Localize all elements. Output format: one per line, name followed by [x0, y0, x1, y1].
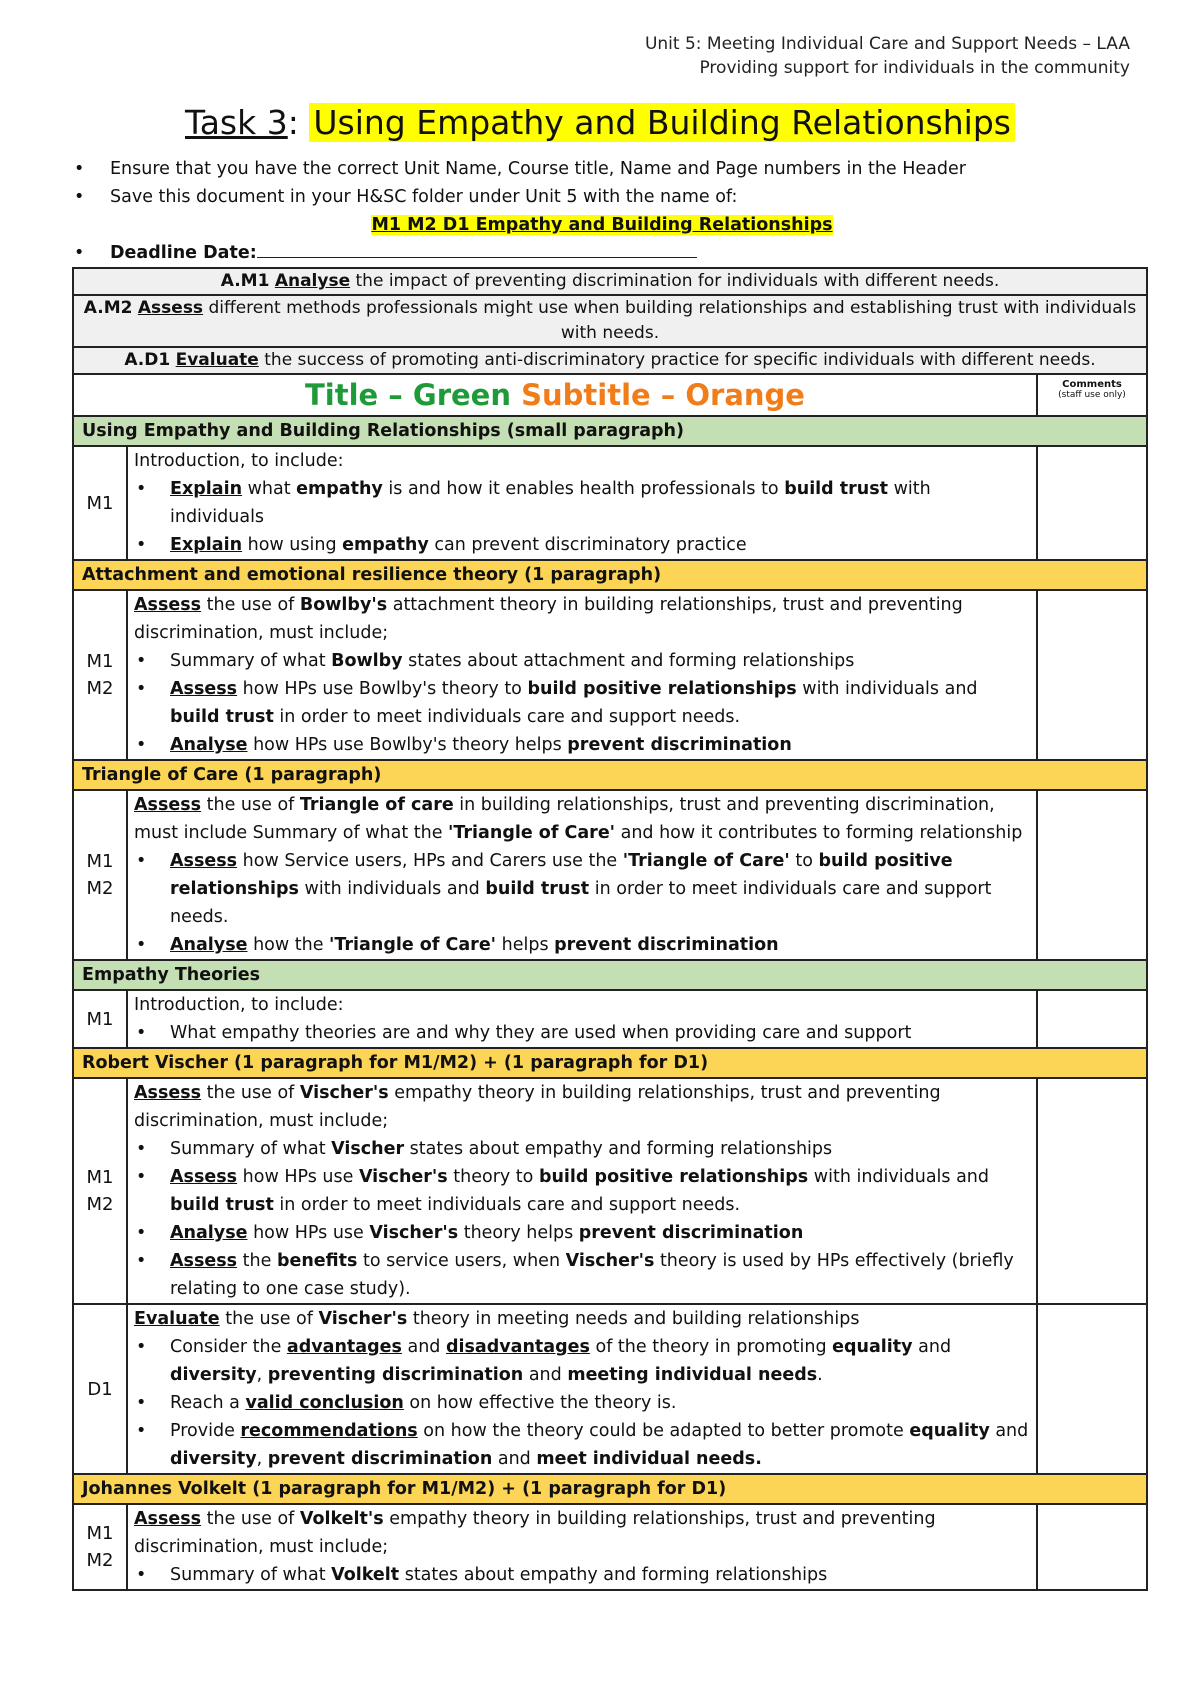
- list-item: • Assess how HPs use Vischer's theory to build positive relationships with individuals and build trust in order to meet individuals care and support needs.: [134, 1163, 1030, 1219]
- criteria-text: different methods professionals might use when building relationships and establishing trust with individuals with needs.: [203, 298, 1137, 343]
- list-item: • Summary of what Bowlby states about attachment and forming relationships: [134, 647, 1030, 675]
- task-table: [72, 373, 1148, 1591]
- section-heading: Johannes Volkelt (1 paragraph for M1/M2) + (1 paragraph for D1): [73, 1474, 1147, 1504]
- list-item: • Reach a valid conclusion on how effective the theory is.: [134, 1389, 1030, 1417]
- criteria-code: A.D1: [124, 350, 171, 370]
- task-number: Task 3: [185, 103, 288, 142]
- instruction-save: • Save this document in your H&SC folder under Unit 5 with the name of:: [74, 183, 1130, 211]
- criteria-verb: Evaluate: [175, 350, 259, 370]
- criteria-code: M1 M2: [73, 1504, 127, 1590]
- page-header: [645, 32, 1130, 80]
- comments-cell[interactable]: [1037, 990, 1147, 1048]
- title-colon: :: [287, 103, 299, 142]
- comments-cell[interactable]: [1037, 790, 1147, 960]
- comments-header: Comments (staff use only): [1037, 374, 1147, 416]
- header-subtitle-line: Providing support for individuals in the community: [699, 58, 1130, 78]
- instruction-header: • Ensure that you have the correct Unit Name, Course title, Name and Page numbers in the Header: [74, 155, 1130, 183]
- criteria-text: the impact of preventing discrimination for individuals with different needs.: [350, 271, 1000, 291]
- list-item: • What empathy theories are and why they are used when providing care and support: [134, 1019, 1030, 1047]
- deadline-label: Deadline Date:: [110, 243, 257, 263]
- title-green-key: Title – Green: [305, 378, 511, 412]
- section-row: M1 M2 Assess the use of Triangle of care in building relationships, trust and preventing discrimination, must include Summary of what the 'Triangle of Care' and how it contributes to forming relationship • Assess how Service users, HPs and Carers use the 'Triangle of Care' to build positive relationships with individuals and build trust in order to meet individuals care and support needs. • Analyse how the 'Triangle of Care' helps prevent discrimination: [73, 790, 1147, 960]
- criteria-code: D1: [73, 1304, 127, 1474]
- instruction-doc-name: [74, 211, 1130, 239]
- section-row: M1 Introduction, to include: • Explain what empathy is and how it enables health professionals to build trust with individuals • Explain how using empathy can prevent discriminatory practice: [73, 446, 1147, 560]
- section-heading: Empathy Theories: [73, 960, 1147, 990]
- section-row: M1 M2 Assess the use of Bowlby's attachment theory in building relationships, trust and preventing discrimination, must include; • Summary of what Bowlby states about attachment and forming relationships • Assess how HPs use Bowlby's theory to build positive relationships with individuals and build trust in order to meet individuals care and support needs. • Analyse how HPs use Bowlby's theory helps prevent discrimination: [73, 590, 1147, 760]
- section-heading: Robert Vischer (1 paragraph for M1/M2) + (1 paragraph for D1): [73, 1048, 1147, 1078]
- instruction-deadline: [74, 239, 1130, 267]
- section-row: M1 Introduction, to include: • What empathy theories are and why they are used when providing care and support: [73, 990, 1147, 1048]
- criteria-code: A.M1: [220, 271, 270, 291]
- section-row: M1 M2 Assess the use of Vischer's empathy theory in building relationships, trust and preventing discrimination, must include; • Summary of what Vischer states about empathy and forming relationships • Assess how HPs use Vischer's theory to build positive relationships with individuals and build trust in order to meet individuals care and support needs. • Analyse how HPs use Vischer's theory helps prevent discrimination • Assess the benefits to service users, when Vischer's theory is used by HPs effectively (briefly relating to one case study).: [73, 1078, 1147, 1304]
- criteria-table: [72, 267, 1148, 375]
- section-heading: Using Empathy and Building Relationships (small paragraph): [73, 416, 1147, 446]
- criteria-d1: [73, 347, 1147, 374]
- title-key: [73, 374, 1037, 416]
- list-item: • Explain how using empathy can prevent discriminatory practice: [134, 531, 1030, 559]
- comments-cell[interactable]: [1037, 446, 1147, 560]
- deadline-blank[interactable]: [257, 239, 697, 258]
- list-item: • Summary of what Volkelt states about empathy and forming relationships: [134, 1561, 1030, 1589]
- comments-cell[interactable]: [1037, 590, 1147, 760]
- criteria-code: M1: [73, 990, 127, 1048]
- task-title: Using Empathy and Building Relationships: [309, 103, 1015, 142]
- comments-cell[interactable]: [1037, 1078, 1147, 1304]
- criteria-verb: Analyse: [274, 271, 351, 291]
- criteria-text: the success of promoting anti-discriminatory practice for specific individuals with different needs.: [258, 350, 1096, 370]
- comments-cell[interactable]: [1037, 1304, 1147, 1474]
- criteria-code: A.M2: [83, 298, 133, 318]
- list-item: • Analyse how HPs use Bowlby's theory helps prevent discrimination: [134, 731, 1030, 759]
- subtitle-orange-key: Subtitle – Orange: [521, 378, 805, 412]
- document-name: M1 M2 D1 Empathy and Building Relationships: [371, 215, 833, 235]
- criteria-code: M1 M2: [73, 1078, 127, 1304]
- criteria-m1: [73, 268, 1147, 295]
- list-item: • Assess the benefits to service users, when Vischer's theory is used by HPs effectively (briefly relating to one case study).: [134, 1247, 1030, 1303]
- section-heading: Attachment and emotional resilience theory (1 paragraph): [73, 560, 1147, 590]
- section-heading: Triangle of Care (1 paragraph): [73, 760, 1147, 790]
- table-head-row: [73, 374, 1147, 416]
- list-item: • Assess how HPs use Bowlby's theory to build positive relationships with individuals and build trust in order to meet individuals care and support needs.: [134, 675, 1030, 731]
- list-item: • Analyse how HPs use Vischer's theory helps prevent discrimination: [134, 1219, 1030, 1247]
- section-row: D1 Evaluate the use of Vischer's theory in meeting needs and building relationships • Consider the advantages and disadvantages of the theory in promoting equality and diversity, preventing discrimination and meeting individual needs. • Reach a valid conclusion on how effective the theory is. • Provide recommendations on how the theory could be adapted to better promote equality and diversity, prevent discrimination and meet individual needs.: [73, 1304, 1147, 1474]
- instructions-list: [74, 155, 1130, 267]
- header-unit-line: Unit 5: Meeting Individual Care and Support Needs – LAA: [644, 34, 1130, 54]
- criteria-code: M1 M2: [73, 590, 127, 760]
- list-item: • Provide recommendations on how the theory could be adapted to better promote equality and diversity, prevent discrimination and meet individual needs.: [134, 1417, 1030, 1473]
- page-title: [0, 100, 1200, 146]
- criteria-code: M1: [73, 446, 127, 560]
- list-item: • Explain what empathy is and how it enables health professionals to build trust with individuals: [134, 475, 1030, 531]
- criteria-code: M1 M2: [73, 790, 127, 960]
- criteria-verb: Assess: [137, 298, 204, 318]
- list-item: • Assess how Service users, HPs and Carers use the 'Triangle of Care' to build positive relationships with individuals and build trust in order to meet individuals care and support needs.: [134, 847, 1030, 931]
- comments-cell[interactable]: [1037, 1504, 1147, 1590]
- section-row: M1 M2 Assess the use of Volkelt's empathy theory in building relationships, trust and preventing discrimination, must include; • Summary of what Volkelt states about empathy and forming relationships: [73, 1504, 1147, 1590]
- list-item: • Analyse how the 'Triangle of Care' helps prevent discrimination: [134, 931, 1030, 959]
- list-item: • Consider the advantages and disadvantages of the theory in promoting equality and diversity, preventing discrimination and meeting individual needs.: [134, 1333, 1030, 1389]
- criteria-m2: [73, 295, 1147, 347]
- list-item: • Summary of what Vischer states about empathy and forming relationships: [134, 1135, 1030, 1163]
